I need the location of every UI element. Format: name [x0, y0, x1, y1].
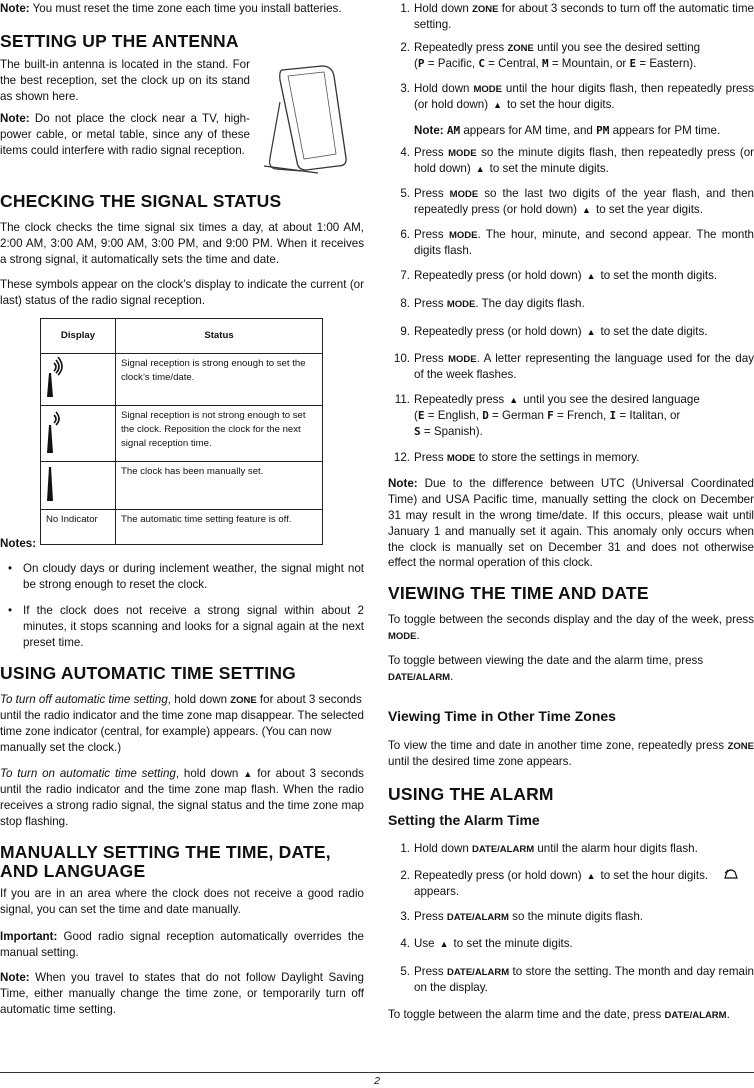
up-arrow-icon: ▲ — [586, 271, 596, 281]
alarm-heading: USING THE ALARM — [388, 784, 554, 804]
display-letter: P — [417, 56, 425, 70]
mode-key-label: MODE — [446, 299, 476, 310]
step-text: to set the minute digits. — [453, 937, 573, 950]
step-text: Hold down — [414, 842, 473, 855]
step-number: 10. — [393, 352, 410, 365]
step-text: until the hour digits flash, then repeatedly press (or hold down) — [414, 82, 754, 111]
up-arrow-icon: ▲ — [586, 327, 596, 337]
list-item — [388, 145, 754, 177]
step-text: for about 3 seconds to turn off the automatic time setting. — [414, 2, 754, 31]
paragraph-text: . — [416, 628, 420, 642]
list-item — [388, 324, 754, 340]
display-letter: PM — [596, 124, 610, 137]
paragraph-text: To toggle between the alarm time and the date, press — [388, 1008, 665, 1021]
manual-setting-heading: MANUALLY SETTING THE TIME, DATE, AND LANGUAGE — [0, 842, 331, 882]
step-text: Repeatedly press — [414, 393, 505, 406]
list-item — [388, 1, 754, 33]
step-text: = Pacific, — [424, 56, 479, 70]
step-number: 8. — [400, 297, 410, 310]
instruction-lead: To turn off automatic time setting — [0, 693, 168, 706]
step-text: Repeatedly press (or hold down) — [414, 869, 582, 882]
weak-signal-icon — [46, 409, 66, 453]
mode-key-label: MODE — [446, 453, 476, 464]
paragraph-text: To view the time and date in another time zone, repeatedly press — [388, 739, 728, 752]
step-text: . The day digits flash. — [475, 297, 585, 310]
viewing-paragraph-3 — [388, 738, 754, 770]
display-letter: D — [482, 408, 489, 422]
display-letter: S — [414, 424, 421, 438]
step-text: to set the hour digits. — [507, 97, 615, 111]
manual-paragraph: If you are in an area where the clock does not receive a good radio signal, you can set the time and date manually. — [0, 887, 364, 916]
step-text: = English, — [424, 408, 483, 422]
list-item — [388, 186, 754, 218]
antenna-paragraph: The built-in antenna is located in the stand. For the best reception, set the clock up on its stand as shown here. — [0, 58, 250, 103]
auto-off-paragraph — [0, 692, 364, 756]
up-arrow-icon: ▲ — [582, 204, 591, 215]
step-text: until you see the desired setting — [533, 41, 701, 54]
paragraph-text: . — [726, 1008, 730, 1021]
status-cell: The clock has been manually set. — [116, 461, 323, 509]
zone-key-label: ZONE — [727, 741, 754, 752]
step-text: Press — [414, 910, 447, 923]
display-cell: No Indicator — [41, 509, 116, 544]
set-alarm-subheading: Setting the Alarm Time — [388, 812, 540, 828]
table-row — [41, 509, 323, 544]
viewing-paragraph-1 — [388, 612, 754, 644]
signal-status-table — [40, 318, 323, 545]
step-text: . The hour, minute, and second appear. The month digits flash. — [414, 228, 754, 257]
step-number: 3. — [400, 910, 410, 923]
step-text: to store the setting. The month and day remain on the display. — [414, 965, 754, 994]
list-item — [388, 392, 754, 440]
clock-on-stand-illustration — [262, 62, 360, 174]
list-item — [0, 603, 364, 651]
step-text: ( — [414, 56, 418, 70]
display-letter: E — [629, 56, 637, 70]
step-number: 11. — [394, 393, 410, 406]
step-text: until the alarm hour digits flash. — [534, 842, 698, 855]
step-text: Use — [414, 937, 435, 950]
zone-key-label: ZONE — [507, 43, 534, 54]
column-header-display: Display — [41, 319, 116, 354]
paragraph-text: To toggle between viewing the date and the alarm time, press — [388, 654, 704, 667]
important-paragraph — [0, 929, 364, 961]
step-text: to set the minute digits. — [489, 161, 609, 175]
mode-key-label: MODE — [473, 84, 502, 95]
step-number: 9. — [400, 325, 410, 338]
display-cell — [41, 353, 116, 405]
instruction-text: , hold down — [167, 693, 231, 706]
step-text: to set the hour digits. — [600, 869, 709, 882]
display-letter: F — [547, 408, 554, 422]
list-item — [388, 936, 754, 952]
mode-key-label: MODE — [388, 630, 417, 642]
step-text: = Mountain, or — [548, 56, 630, 70]
step-text: = French, — [553, 408, 610, 422]
display-cell — [41, 405, 116, 461]
step-text: appears. — [414, 884, 460, 898]
step-text: Hold down — [414, 82, 474, 95]
manual-set-icon — [46, 465, 66, 501]
step-text: until you see the desired language — [523, 393, 700, 406]
display-letter: E — [417, 408, 425, 422]
list-item — [388, 351, 754, 383]
note-label: Note: — [0, 971, 30, 984]
step-number: 6. — [400, 228, 410, 241]
viewing-paragraph-2 — [388, 653, 754, 685]
alarm-toggle-paragraph — [388, 1007, 754, 1023]
paragraph-text: until the desired time zone appears. — [388, 754, 572, 768]
auto-time-heading: USING AUTOMATIC TIME SETTING — [0, 663, 296, 683]
date-alarm-key-label: DATE/ALARM — [664, 1010, 727, 1021]
mode-key-label: MODE — [448, 354, 477, 365]
list-item — [388, 450, 754, 466]
list-item — [0, 561, 364, 593]
date-alarm-key-label: DATE/ALARM — [388, 671, 451, 683]
step-number: 4. — [400, 937, 410, 950]
signal-paragraph-2: These symbols appear on the clock’s display to indicate the current (or last) status of the radio signal reception. — [0, 278, 364, 307]
table-row — [41, 461, 323, 509]
step-number: 3. — [400, 82, 410, 95]
note-text: When you travel to states that do not follow Daylight Saving Time, either manually change the time zone, or temporarily turn off automatic time setting. — [0, 971, 364, 1016]
display-letter: AM — [446, 124, 461, 137]
table-row — [41, 405, 323, 461]
list-item — [388, 296, 754, 312]
signal-heading: CHECKING THE SIGNAL STATUS — [0, 191, 282, 211]
step-text: to set the year digits. — [595, 202, 703, 216]
step-number: 7. — [400, 269, 410, 282]
instruction-text: for about 3 seconds until the radio indicator and the time zone map flash. When the radio receives a strong radio signal, the signal status and the time zone map stop flashing. — [0, 767, 364, 828]
step-text: to store the settings in memory. — [475, 451, 640, 464]
important-text: Good radio signal reception automatically overrides the manual setting. — [0, 930, 364, 959]
step-text: Repeatedly press (or hold down) — [414, 325, 582, 338]
list-item — [388, 909, 754, 925]
list-item — [388, 964, 754, 996]
step-text: = Eastern). — [636, 56, 697, 70]
step-number: 2. — [400, 41, 410, 54]
column-header-status: Status — [116, 319, 323, 354]
battery-note — [0, 1, 364, 17]
step-text: Press — [414, 965, 448, 978]
notes-label: Notes: — [0, 537, 37, 550]
up-arrow-icon: ▲ — [586, 871, 596, 881]
auto-on-paragraph — [0, 766, 364, 830]
note-text: You must reset the time zone each time you install batteries. — [29, 2, 342, 15]
step-text: = Central, — [484, 56, 542, 70]
step-text: = German — [488, 408, 548, 422]
step-number: 1. — [400, 2, 410, 15]
step-number: 1. — [400, 842, 410, 855]
date-alarm-key-label: DATE/ALARM — [447, 967, 510, 978]
display-cell — [41, 461, 116, 509]
step-text: Press — [414, 352, 449, 365]
list-item — [388, 841, 754, 857]
step-text: Press — [414, 146, 449, 159]
step-text: Press — [414, 451, 447, 464]
step-text: = Italitan, or — [616, 408, 681, 422]
up-arrow-icon: ▲ — [243, 769, 253, 779]
note-label: Note: — [0, 112, 30, 125]
list-item — [388, 40, 754, 72]
mode-key-label: MODE — [449, 189, 479, 200]
note-item-text: On cloudy days or during inclement weather, the signal might not be strong enough to reset the clock. — [23, 562, 364, 591]
step-text: so the minute digits flash, then repeatedly press (or hold down) — [414, 146, 754, 175]
step-text: Press — [414, 187, 450, 200]
up-arrow-icon: ▲ — [493, 99, 503, 110]
status-cell: The automatic time setting feature is off. — [116, 509, 323, 544]
up-arrow-icon: ▲ — [439, 939, 449, 949]
antenna-note — [0, 111, 250, 159]
paragraph-text: . — [450, 669, 454, 683]
signal-paragraph-1: The clock checks the time signal six times a day, at about 1:00 AM, 2:00 AM, 3:00 AM, 9:00 AM, 3:00 PM, and 9:00 PM. When it receives a strong signal, it automatically sets the time and date. — [0, 221, 364, 266]
important-label: Important: — [0, 930, 58, 943]
bullet-icon: • — [8, 604, 13, 617]
step-text: Repeatedly press — [414, 41, 508, 54]
viewing-heading: VIEWING THE TIME AND DATE — [388, 583, 649, 603]
step-text: Press — [414, 297, 447, 310]
step-number: 12. — [393, 451, 410, 464]
step-text: Press — [414, 228, 449, 241]
list-item — [388, 868, 754, 900]
note-item-text: If the clock does not receive a strong signal within about 2 minutes, it stops scanning and looks for a signal again at the next preset time. — [23, 604, 364, 649]
step-text: Hold down — [414, 2, 473, 15]
list-item — [388, 268, 754, 284]
step-text: = Spanish). — [420, 424, 483, 438]
step-number: 5. — [400, 965, 410, 978]
display-letter: I — [609, 408, 617, 422]
page-number: 2 — [374, 1075, 380, 1087]
up-arrow-icon: ▲ — [475, 163, 485, 174]
note-text: Due to the difference between UTC (Universal Coordinated Time) and USA Pacific time, manually setting the clock on December 31 may result in the wrong time/date. If this occurs, please wait until January 1 and manually set it again. This anomaly only occurs when the clock is manually set on December 31 and does not otherwise effect the normal operation of this clock. — [388, 477, 754, 570]
other-zones-subheading: Viewing Time in Other Time Zones — [388, 708, 616, 724]
step-number: 5. — [400, 187, 410, 200]
note-text: appears for AM time, and — [460, 124, 597, 137]
note-text: Do not place the clock near a TV, high-power cable, or metal table, since any of these items could interfere with radio signal reception. — [0, 112, 250, 157]
date-alarm-key-label: DATE/ALARM — [472, 844, 535, 855]
step-text: so the last two digits of the year flash, and then repeatedly press (or hold down) — [414, 187, 754, 216]
table-row — [41, 353, 323, 405]
zone-key-label: ZONE — [472, 4, 499, 15]
step-text: to set the month digits. — [600, 269, 718, 282]
step-text: Repeatedly press (or hold down) — [414, 269, 582, 282]
dst-note — [0, 970, 364, 1018]
utc-note — [388, 476, 754, 571]
step-text: so the minute digits flash. — [508, 910, 643, 923]
step-number: 4. — [400, 146, 410, 159]
paragraph-text: To toggle between the seconds display and the day of the week, press — [388, 613, 754, 626]
display-letter: M — [541, 56, 549, 70]
bullet-icon: • — [8, 562, 13, 575]
alarm-bell-icon — [724, 868, 738, 884]
date-alarm-key-label: DATE/ALARM — [446, 912, 509, 923]
step-text: ( — [414, 408, 418, 422]
note-text: appears for PM time. — [609, 124, 721, 137]
instruction-text: for about 3 seconds until the radio indicator and the time zone map disappear. The selected time zone indicator (central, for example) appears. (You can now manually set the clock.) — [0, 693, 364, 754]
instruction-text: , hold down — [175, 767, 239, 780]
list-item — [388, 81, 754, 113]
footer-divider — [0, 1072, 754, 1073]
display-letter: C — [478, 56, 485, 70]
note-label: Note: — [388, 477, 418, 490]
antenna-heading: SETTING UP THE ANTENNA — [0, 31, 239, 51]
note-label: Note: — [414, 124, 444, 137]
list-item — [388, 227, 754, 259]
table-header-row — [41, 319, 323, 354]
step-number: 2. — [400, 869, 410, 882]
am-pm-note — [414, 123, 720, 139]
mode-key-label: MODE — [448, 230, 478, 241]
strong-signal-icon — [46, 357, 66, 397]
status-cell: Signal reception is not strong enough to set the clock. Reposition the clock for the next signal reception time. — [116, 405, 323, 461]
step-text: to set the date digits. — [600, 325, 708, 338]
step-text: . A letter representing the language used for the day of the week flashes. — [414, 352, 754, 381]
up-arrow-icon: ▲ — [509, 395, 519, 405]
instruction-lead: To turn on automatic time setting — [0, 767, 176, 780]
zone-key-label: ZONE — [230, 695, 257, 706]
status-cell: Signal reception is strong enough to set the clock’s time/date. — [116, 353, 323, 405]
note-label: Note: — [0, 2, 30, 15]
mode-key-label: MODE — [448, 148, 477, 159]
